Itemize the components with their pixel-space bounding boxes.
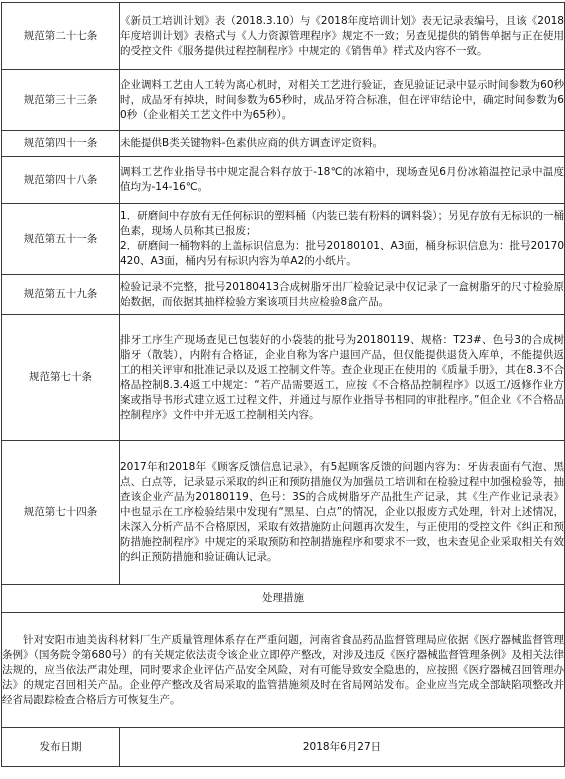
measures-title: 处理措施	[2, 585, 565, 613]
defect-paragraph: 检验记录不完整，批号20180413合成树脂牙出厂检验记录中仅记录了一盒树脂牙的尺寸检验原始数据，而依据其抽样检验方案该项目共应检验8盒产品。	[120, 280, 564, 308]
defect-paragraph: 1．研磨间中存放有无任何标识的塑料桶（内装已装有粉料的调料袋）；另见存放有无标识的一桶色素，现场人员称其已报废；	[120, 210, 564, 237]
release-date-label: 发布日期	[2, 728, 120, 767]
clause-label: 规范第七十四条	[2, 441, 120, 585]
measures-body-row	[2, 613, 565, 728]
measures-text: 针对安阳市迪美齿科材料厂生产质量管理体系存在严重问题，河南省食品药品监督管理局应依据《医疗器械监督管理条例》（国务院令第680号）的有关规定依法责令该企业立即停产整改，对涉及违反《医疗器械监督管理条例》及相关法律法规的，应当依法严肃处理，同时要求企业评估产品安全风险，对有可能导致安全隐患的，应按照《医疗器械召回管理办法》的规定召回相关产品。企业停产整改及省局采取的监管措施须及时在省局网站发布。企业应当完成全部缺陷项整改并经省局跟踪检查合格后方可恢复生产。	[2, 613, 565, 728]
defect-paragraph: 企业调料工艺由人工转为离心机时，对相关工艺进行验证，查见验证记录中显示时间参数为60秒时，成品牙有掉块，时间参数为65秒时，成品牙符合标准，但在评审结论中，确定时间参数为60秒（企业相关工艺文件中为65秒）。	[120, 78, 564, 121]
defect-description	[120, 315, 565, 441]
defect-paragraph: 未能提供B类关键物料-色素供应商的供方调查评定资料。	[120, 137, 383, 149]
defect-paragraph: 2017年和2018年《顾客反馈信息记录》，有5起顾客反馈的问题内容为：牙齿表面有气泡、黑点、白点等，记录显示采取的纠正和预防措施仅为加强员工培训和在检验过程中加强检验等，抽查该企业产品为20180119、色号：3S的合成树脂牙产品批生产记录，其《生产作业记录表》中也显示在工序检验结果中发现有“黑星、白点”的情况，企业以报废方式处理，针对上述情况，未深入分析产品不合格原因，采取有效措施防止问题再次发生，与正使用的受控文件《纠正和预防措施控制程序》中规定的采取预防和控制措施程序和要求不一致，也未查见企业采取相关有效的纠正预防措施和验证确认记录。	[120, 461, 564, 563]
release-date-row	[2, 728, 565, 767]
defect-description	[120, 70, 565, 131]
defect-paragraph: 《新员工培训计划》表（2018.3.10）与《2018年度培训计划》表无记录表编号，且该《2018年度培训计划》表格式与《人力资源管理程序》规定不一致；另查见提供的销售单据与正在使用的受控文件《服务提供过程控制程序》中规定的《销售单》样式及内容不一致。	[120, 14, 564, 57]
inspection-defects-table	[1, 2, 565, 767]
defect-description	[120, 204, 565, 275]
defect-description	[120, 441, 565, 585]
defect-row	[2, 3, 565, 70]
defect-paragraph: 调料工艺作业指导书中规定混合料存放于-18℃的冰箱中，现场查见6月份冰箱温控记录中温度值均为-14-16℃。	[120, 166, 564, 193]
defect-description	[120, 157, 565, 204]
clause-label: 规范第二十七条	[2, 3, 120, 70]
defect-description	[120, 131, 565, 157]
defect-row	[2, 70, 565, 131]
clause-label: 规范第七十条	[2, 315, 120, 441]
clause-label: 规范第五十一条	[2, 204, 120, 275]
measures-title-row	[2, 585, 565, 613]
defect-row	[2, 441, 565, 585]
clause-label: 规范第五十九条	[2, 275, 120, 315]
defect-row	[2, 204, 565, 275]
defect-row	[2, 315, 565, 441]
defect-paragraph: 排牙工序生产现场查见已包装好的小袋装的批号为20180119、规格：T23#、色号3的合成树脂牙（散装），内附有合格证，企业自称为客户退回产品，但仅能提供退货入库单，不能提供返工的相关评审和批准记录以及返工控制文件等。查企业现正在使用的《质量手册》，其在8.3不合格品控制8.3.4返工中规定：“若产品需要返工，应按《不合格品控制程序》以返工/返修作业方案或指导书形式建立返工过程文件，并通过与原作业指导书相同的审批程序。”但企业《不合格品控制程序》文件中并无返工控制相关内容。	[120, 333, 564, 421]
defect-description	[120, 3, 565, 70]
defect-description	[120, 275, 565, 315]
defect-row	[2, 131, 565, 157]
release-date-value: 2018年6月27日	[120, 728, 565, 767]
defect-row	[2, 275, 565, 315]
defect-row	[2, 157, 565, 204]
clause-label: 规范第四十一条	[2, 131, 120, 157]
clause-label: 规范第四十八条	[2, 157, 120, 204]
defect-paragraph: 2．研磨间一桶物料的上盖标识信息为：批号20180101、A3面，桶身标识信息为：批号20170420、A3面，桶内另有标识内容为单A2的小纸片。	[120, 240, 564, 267]
clause-label: 规范第三十三条	[2, 70, 120, 131]
